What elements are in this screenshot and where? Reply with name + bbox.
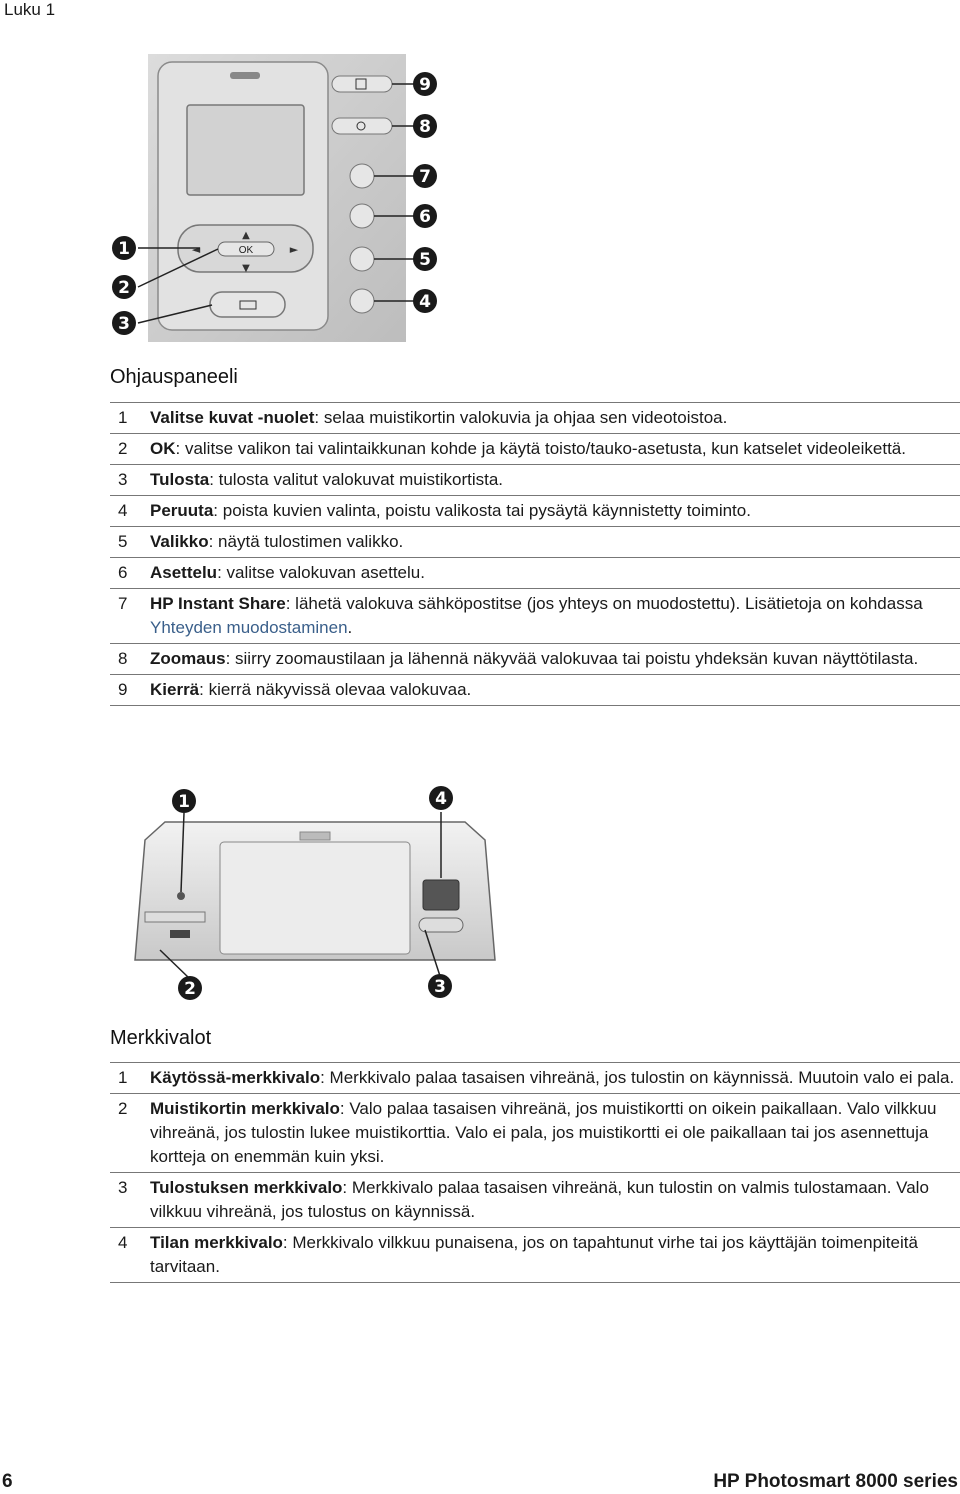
row-description: Tulosta: tulosta valitut valokuvat muistikortista.	[150, 470, 504, 489]
svg-text:4: 4	[435, 789, 447, 809]
table-row	[110, 527, 960, 558]
svg-text:3: 3	[434, 977, 446, 997]
row-description: Tilan merkkivalo: Merkkivalo vilkkuu punaisena, jos on tapahtunut virhe tai jos käyttäjän toimenpiteitä tarvitaan.	[150, 1233, 918, 1276]
row-description: Muistikortin merkkivalo: Valo palaa tasaisen vihreänä, jos muistikortti on oikein paikallaan. Valo vilkkuu vihreänä, jos tulostin lukee muistikorttia. Valo ei pala, jos muistikortti ei ole paikallaan tai jos asennettuja kortteja on enemmän kuin yksi.	[150, 1099, 937, 1166]
row-description: Valitse kuvat -nuolet: selaa muistikortin valokuvia ja ohjaa sen videotoistoa.	[150, 408, 728, 427]
power-light	[177, 892, 185, 900]
control-panel-figure	[100, 50, 460, 350]
printer-figure	[125, 780, 505, 1010]
row-number: 6	[118, 563, 128, 582]
table-row	[110, 403, 960, 434]
svg-text:8: 8	[419, 117, 431, 137]
arrow-right-icon: ►	[289, 243, 299, 256]
row-description: OK: valitse valikon tai valintaikkunan kohde ja käytä toisto/tauko-asetusta, kun katselet videoleikettä.	[150, 439, 906, 458]
svg-text:1: 1	[178, 792, 190, 812]
svg-text:1: 1	[118, 239, 130, 259]
row-description: Peruuta: poista kuvien valinta, poistu valikosta tai pysäytä käynnistetty toiminto.	[150, 501, 751, 520]
row-description: Zoomaus: siirry zoomaustilaan ja lähennä näkyvää valokuvaa tai poistu yhdeksän kuvan näyttötilasta.	[150, 649, 919, 668]
svg-text:6: 6	[419, 207, 431, 227]
row-description: Valikko: näytä tulostimen valikko.	[150, 532, 404, 551]
row-description: Käytössä-merkkivalo: Merkkivalo palaa tasaisen vihreänä, jos tulostin on käynnissä. Muutoin valo ei pala.	[150, 1068, 955, 1087]
row-number: 8	[118, 649, 128, 668]
row-number: 1	[118, 408, 128, 427]
table-row	[110, 589, 960, 644]
table-row	[110, 1228, 960, 1283]
svg-text:5: 5	[419, 250, 431, 270]
svg-text:7: 7	[419, 167, 431, 187]
table-row	[110, 434, 960, 465]
svg-text:2: 2	[118, 278, 130, 298]
row-description: Tulostuksen merkkivalo: Merkkivalo palaa tasaisen vihreänä, kun tulostin on valmis tulostamaan. Valo vilkkuu vihreänä, jos tulostus on käynnissä.	[150, 1178, 929, 1221]
indicator-lights-legend-table	[110, 1062, 960, 1283]
footer-title: HP Photosmart 8000 series	[713, 1471, 958, 1492]
row-number: 5	[118, 532, 128, 551]
section-title-control-panel: Ohjauspaneeli	[110, 366, 238, 388]
row-number: 3	[118, 470, 128, 489]
row-number: 4	[118, 501, 128, 520]
row-number: 3	[118, 1178, 128, 1197]
chapter-header: Luku 1	[4, 0, 56, 19]
page-number: 6	[2, 1471, 13, 1492]
table-row	[110, 496, 960, 527]
lcd-screen	[187, 105, 304, 195]
table-row	[110, 1173, 960, 1228]
print-button	[210, 292, 285, 317]
svg-text:4: 4	[419, 292, 431, 312]
svg-text:OK: OK	[238, 245, 254, 256]
table-row	[110, 675, 960, 706]
row-description: Asettelu: valitse valokuvan asettelu.	[150, 563, 425, 582]
arrow-up-icon: ▲	[242, 230, 250, 241]
row-description: Kierrä: kierrä näkyvissä olevaa valokuvaa.	[150, 680, 472, 699]
table-row	[110, 558, 960, 589]
table-row	[110, 644, 960, 675]
arrow-down-icon: ▼	[242, 263, 250, 274]
arrow-left-icon: ◄	[191, 243, 201, 256]
row-number: 4	[118, 1233, 128, 1252]
svg-text:2: 2	[184, 979, 196, 999]
row-number: 7	[118, 594, 128, 613]
table-row	[110, 1063, 960, 1094]
row-number: 9	[118, 680, 128, 699]
svg-text:9: 9	[419, 75, 431, 95]
row-number: 2	[118, 1099, 128, 1118]
row-number: 2	[118, 439, 128, 458]
section-title-indicator-lights: Merkkivalot	[110, 1027, 212, 1049]
printer-lcd	[423, 880, 459, 910]
control-panel-legend-table	[110, 402, 960, 706]
connection-link[interactable]: Yhteyden muodostaminen	[150, 618, 348, 637]
table-row	[110, 1094, 960, 1173]
svg-text:3: 3	[118, 314, 130, 334]
table-row	[110, 465, 960, 496]
row-description: HP Instant Share: lähetä valokuva sähköpostitse (jos yhteys on muodostettu). Lisätietoja on kohdassa Yhteyden muodostaminen.	[150, 594, 923, 637]
row-number: 1	[118, 1068, 128, 1087]
